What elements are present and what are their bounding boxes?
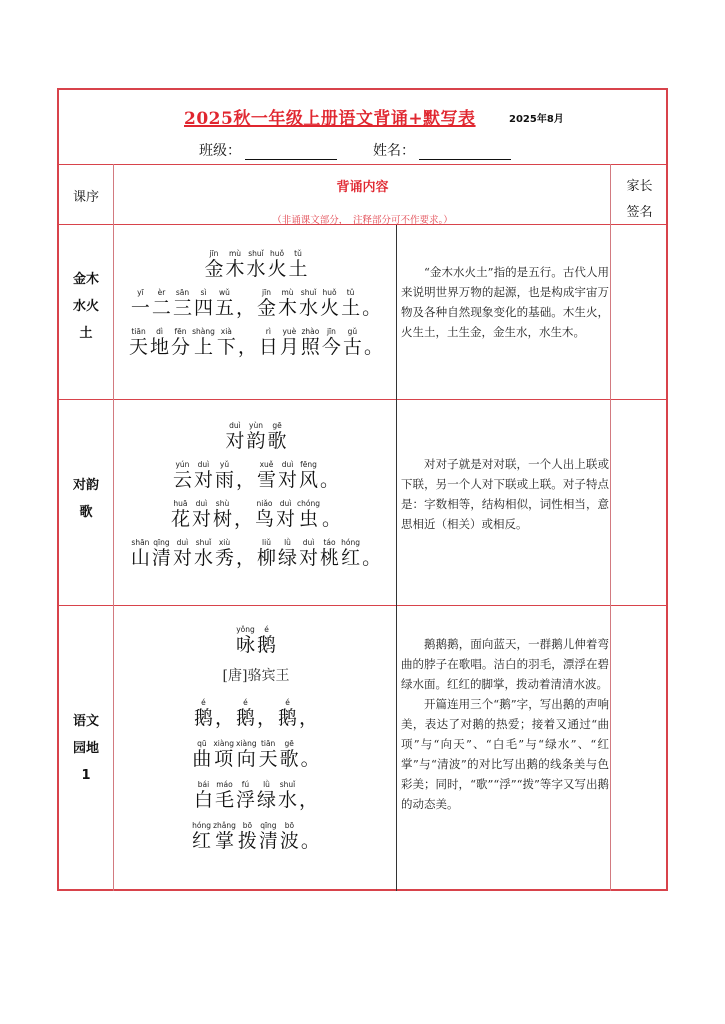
poem-line: 鹅é， 鹅é， 鹅é， — [193, 698, 319, 729]
lesson-label-duiyunge — [59, 472, 113, 526]
lesson-line: 金木 — [72, 272, 99, 287]
explanation-paragraph: 开篇连用三个“鹅”字，写出鹅的声响美，表达了对鹅的热爱；接着又通过“曲项”与“向天”、“白毛”与“绿水”、“红掌”与“清波”的对比写出鹅的线条美与色彩美；同时，“歌”“浮”“拨”等字又写出鹅的动态美。 — [401, 697, 609, 811]
poem-line: 红hóng掌zhǎng拨bō清qīng波bō。 — [192, 821, 320, 852]
parent-sign-cell-1[interactable] — [611, 226, 666, 398]
column-header-note: （非诵课文部分， 注释部分可不作要求。） — [272, 215, 453, 226]
sign-label-line1: 家长 — [626, 179, 653, 194]
lesson-line: 对韵 — [72, 478, 99, 493]
poem-line: 山shān清qīng对duì水shuǐ秀xiù， 柳liǔ绿lǜ对duì桃táo红hóng。 — [130, 538, 382, 569]
lesson-line: 1 — [81, 768, 91, 783]
poem-title: 咏yǒng鹅é — [235, 625, 277, 656]
explanation-yonge — [401, 634, 609, 814]
class-field[interactable] — [199, 140, 337, 160]
class-label: 班级： — [199, 143, 241, 159]
lesson-line: 水火 — [72, 299, 99, 314]
recitation-table — [57, 88, 668, 891]
explanation-paragraph: 鹅鹅鹅，面向蓝天，一群鹅儿伸着弯曲的脖子在歌唱。洁白的羽毛，漂浮在碧绿水面。红红的脚掌，拨动着清清水波。 — [401, 637, 609, 691]
lesson-label-jinmushuihuotu — [59, 266, 113, 347]
poem-jinmushuihuotu — [115, 250, 397, 367]
poem-yonge — [115, 626, 397, 863]
poem-line: 云yún对duì雨yǔ， 雪xuě对duì风fēng。 — [172, 460, 340, 491]
lesson-line: 歌 — [79, 505, 93, 520]
divider — [113, 164, 114, 891]
title-row — [59, 90, 666, 164]
divider — [59, 605, 666, 606]
explanation-duiyunge — [401, 454, 609, 534]
poem-title: 金jīn木mù水shuǐ火huǒ土tǔ — [204, 249, 308, 280]
parent-sign-cell-3[interactable] — [611, 607, 666, 889]
lesson-line: 园地 — [72, 741, 99, 756]
explanation-paragraph: “金木水火土”指的是五行。古代人用来说明世界万物的起源，也是构成宇宙万物及各种自然现象变化的基础。木生火，火生土，土生金，金生水，水生木。 — [401, 265, 609, 339]
column-header-parent-sign — [612, 174, 667, 226]
name-input[interactable] — [419, 145, 511, 160]
poem-line: 白bái毛máo浮fú绿lǜ水shuǐ， — [193, 780, 319, 811]
divider — [59, 399, 666, 400]
lesson-line: 土 — [79, 326, 93, 341]
name-label: 姓名： — [373, 143, 415, 159]
lesson-line: 语文 — [72, 714, 99, 729]
parent-sign-cell-2[interactable] — [611, 401, 666, 604]
poem-line: 一yī二èr三sān四sì五wǔ， 金jīn木mù水shuǐ火huǒ土tǔ。 — [130, 288, 382, 319]
explanation-paragraph: 对对子就是对对联，一个人出上联或下联，另一个人对下联或上联。对子特点是：字数相等，结构相似，词性相当，意思相近（相关）或相反。 — [401, 457, 609, 531]
class-input[interactable] — [245, 145, 337, 160]
page-title: 2025秋一年级上册语文背诵+默写表 — [184, 109, 476, 129]
date-label: 2025年8月 — [509, 114, 564, 125]
poem-title: 对duì韵yùn歌gē — [225, 421, 287, 452]
column-header-content: 背诵内容 — [336, 180, 389, 195]
name-field[interactable] — [373, 140, 511, 160]
poem-line: 花huā对duì树shù， 鸟niǎo对duì虫chóng。 — [170, 499, 342, 530]
divider — [59, 164, 666, 165]
poem-duiyunge — [115, 422, 397, 578]
sign-label-line2: 签名 — [626, 205, 653, 220]
poem-author: [唐]骆宾王 — [222, 668, 290, 684]
poem-line: 天tiān地dì分fēn上shàng下xià， 日rì月yuè照zhào今jīn古gǔ。 — [129, 327, 383, 358]
poem-line: 曲qū项xiàng向xiàng天tiān歌gē。 — [192, 739, 320, 770]
explanation-jinmushuihuotu — [401, 262, 609, 342]
lesson-label-yuwenyuandi1 — [59, 708, 113, 789]
column-header-lesson: 课序 — [72, 189, 99, 205]
